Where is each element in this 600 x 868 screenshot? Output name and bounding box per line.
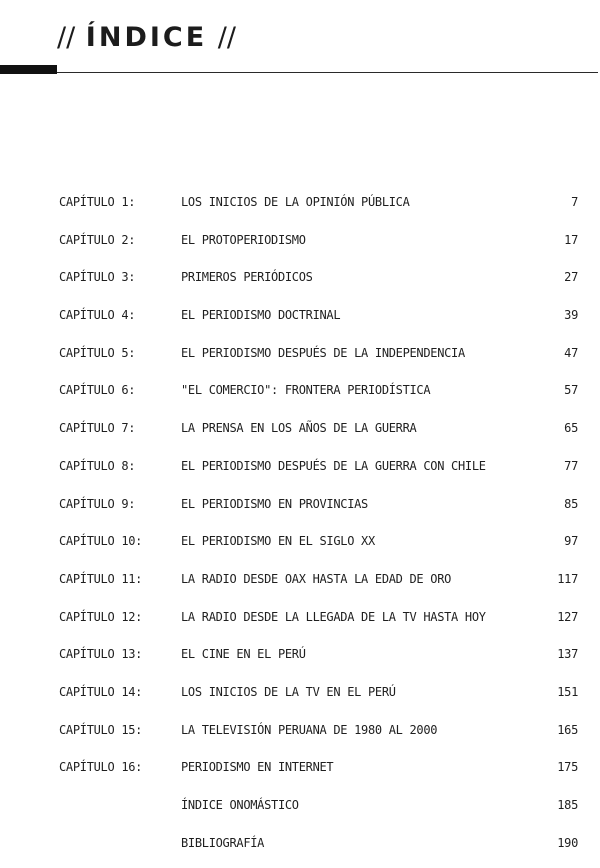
toc-chapter-label: CAPÍTULO 2: [59, 232, 136, 247]
toc-page-number: 39 [564, 308, 578, 323]
toc-page-number: 77 [564, 458, 578, 473]
toc-entry-title: "EL COMERCIO": FRONTERA PERIODÍSTICA [181, 383, 431, 398]
toc-row [0, 712, 600, 750]
toc-entry-title: LA RADIO DESDE OAX HASTA LA EDAD DE ORO [181, 571, 452, 586]
toc-chapter-label: CAPÍTULO 1: [59, 195, 136, 209]
toc-chapter-label: CAPÍTULO 8: [59, 458, 136, 473]
toc-entry-title: LOS INICIOS DE LA OPINIÓN PÚBLICA [181, 195, 410, 209]
toc-page-number: 117 [557, 571, 578, 586]
toc-entry-title: EL CINE EN EL PERÚ [181, 647, 306, 662]
toc-page-number: 127 [557, 609, 578, 624]
toc-page-number: 165 [557, 722, 578, 737]
toc-entry-title: PERIODISMO EN INTERNET [181, 760, 334, 775]
header-rule [0, 72, 598, 73]
toc-entry-title: EL PERIODISMO EN EL SIGLO XX [181, 534, 375, 549]
toc-page-number: 137 [557, 647, 578, 662]
toc-row [0, 787, 600, 825]
toc-row [0, 372, 600, 410]
toc-page-number: 27 [564, 270, 578, 285]
toc-chapter-label: CAPÍTULO 11: [59, 571, 143, 586]
toc-page-number: 97 [564, 534, 578, 549]
toc-entry-title: EL PERIODISMO EN PROVINCIAS [181, 496, 368, 511]
toc-row [0, 636, 600, 674]
title-right-slashes: // [217, 22, 236, 53]
toc-entry-title: LA TELEVISIÓN PERUANA DE 1980 AL 2000 [181, 722, 438, 737]
toc-row [0, 749, 600, 787]
toc-chapter-label: CAPÍTULO 9: [59, 496, 136, 511]
toc-chapter-label: CAPÍTULO 6: [59, 383, 136, 398]
toc-page-number: 7 [571, 195, 578, 209]
toc-chapter-label: CAPÍTULO 15: [59, 722, 143, 737]
toc-row [0, 448, 600, 486]
toc-page-number: 85 [564, 496, 578, 511]
toc-page-number: 151 [557, 684, 578, 699]
toc-entry-title: LA RADIO DESDE LA LLEGADA DE LA TV HASTA HOY [181, 609, 486, 624]
title-text: ÍNDICE [85, 22, 208, 53]
toc-row [0, 523, 600, 561]
toc-entry-title: PRIMEROS PERIÓDICOS [181, 270, 313, 285]
toc-row [0, 297, 600, 335]
header-rule-accent [0, 65, 57, 74]
toc-entry-title: EL PERIODISMO DESPUÉS DE LA GUERRA CON CHILE [181, 458, 486, 473]
toc-page-number: 185 [557, 798, 578, 812]
toc-row [0, 259, 600, 297]
toc-entry-title: EL PERIODISMO DOCTRINAL [181, 308, 341, 323]
toc-row [0, 561, 600, 599]
toc-entry-title: EL PROTOPERIODISMO [181, 232, 306, 247]
title-left-slashes: // [57, 22, 76, 53]
toc-page-number: 175 [557, 760, 578, 775]
table-of-contents [0, 184, 600, 862]
toc-entry-title: ÍNDICE ONOMÁSTICO [181, 798, 299, 812]
toc-row [0, 184, 600, 222]
toc-entry-title: LOS INICIOS DE LA TV EN EL PERÚ [181, 684, 396, 699]
toc-row [0, 222, 600, 260]
toc-row [0, 410, 600, 448]
toc-page-number: 17 [564, 232, 578, 247]
toc-chapter-label: CAPÍTULO 7: [59, 421, 136, 436]
toc-page-number: 190 [557, 835, 578, 850]
toc-row [0, 335, 600, 373]
toc-row [0, 674, 600, 712]
toc-chapter-label: CAPÍTULO 13: [59, 647, 143, 662]
toc-chapter-label: CAPÍTULO 5: [59, 345, 136, 360]
toc-page-number: 65 [564, 421, 578, 436]
toc-row [0, 825, 600, 863]
toc-row [0, 599, 600, 637]
toc-chapter-label: CAPÍTULO 4: [59, 308, 136, 323]
toc-page-number: 47 [564, 345, 578, 360]
toc-entry-title: LA PRENSA EN LOS AÑOS DE LA GUERRA [181, 421, 417, 436]
toc-chapter-label: CAPÍTULO 12: [59, 609, 143, 624]
toc-chapter-label: CAPÍTULO 16: [59, 760, 143, 775]
toc-entry-title: BIBLIOGRAFÍA [181, 835, 265, 850]
toc-chapter-label: CAPÍTULO 10: [59, 534, 143, 549]
toc-chapter-label: CAPÍTULO 3: [59, 270, 136, 285]
toc-chapter-label: CAPÍTULO 14: [59, 684, 143, 699]
toc-entry-title: EL PERIODISMO DESPUÉS DE LA INDEPENDENCIA [181, 345, 465, 360]
toc-page-number: 57 [564, 383, 578, 398]
page-title [57, 22, 236, 53]
toc-row [0, 486, 600, 524]
